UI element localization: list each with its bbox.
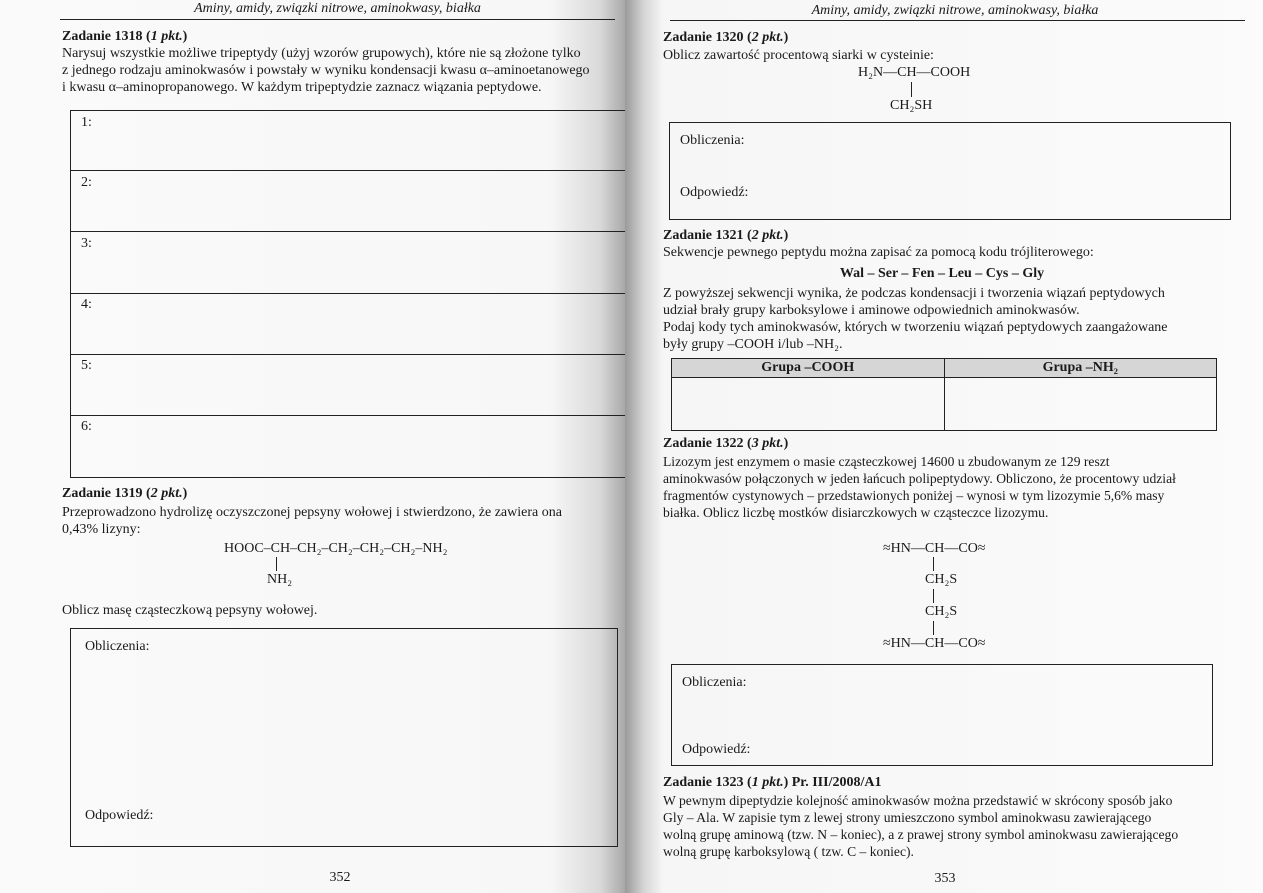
row-label-1: 1: [81,115,92,130]
task-name: Zadanie 1319 [62,486,143,501]
task-source: Pr. III/2008/A1 [791,775,882,790]
bond-line [911,82,912,97]
text-line: fragmentów cystynowych – przedstawionych poniżej – wynosi w tym lizozymie 5,6% masy [663,488,1165,503]
task-title-1320: Zadanie 1320 (2 pkt.) [663,30,789,45]
task-text-1322 [663,453,1228,521]
text-line: z jednego rodzaju aminokwasów i powstały w wyniku kondensacji kwasu α–aminoetanowego [62,63,590,78]
task-points: 2 pkt. [150,486,183,501]
cystine-fragment-bottom: ≈HN—CH—CO≈ [883,636,986,651]
text-line: i kwasu α–aminopropanowego. W każdym tripeptydzie zaznacz wiązania peptydowe. [62,80,542,95]
bond-line [933,557,934,571]
calc-label: Obliczenia: [680,133,745,148]
text-line: białka. Oblicz liczbę mostków disiarczkowych w cząsteczce lizozymu. [663,505,1049,520]
calculation-box-1322[interactable] [671,664,1213,766]
task-title-1323: Zadanie 1323 (1 pkt.) Pr. III/2008/A1 [663,775,882,790]
task-text-1318 [62,45,622,96]
bond-line [276,557,277,571]
task-points: 2 pkt. [751,228,784,243]
row-label-4: 4: [81,297,92,312]
left-page [0,0,625,893]
cysteine-side-chain: CH₂SH [890,98,933,113]
table-answer-row [672,378,1217,431]
task-text-1323 [663,792,1228,860]
header-nh2: Grupa –NH₂ [944,359,1217,378]
row-label-2: 2: [81,175,92,190]
text-line: Przeprowadzono hydrolizę oczyszczonej pepsyny wołowej i stwierdzono, że zawiera ona [62,505,562,520]
task-text-1320: Oblicz zawartość procentową siarki w cysteinie: [663,48,934,63]
page-number: 352 [329,870,351,885]
text-line: 0,43% lizyny: [62,522,141,537]
cystine-ch2s-lower: CH₂S [925,604,958,619]
peptide-sequence: Wal – Ser – Fen – Leu – Cys – Gly [839,266,1045,281]
task-name: Zadanie 1318 [62,29,143,44]
task-title-1322: Zadanie 1322 (3 pkt.) [663,436,789,451]
task-title-1319: Zadanie 1319 (2 pkt.) [62,486,188,501]
row-divider [71,415,625,416]
cystine-ch2s-upper: CH₂S [925,572,958,587]
row-divider [71,231,625,232]
task-text-1319 [62,504,622,538]
task-text-1321 [663,285,1223,353]
row-divider [71,170,625,171]
task-points: 3 pkt. [751,436,784,451]
row-label-5: 5: [81,358,92,373]
row-divider [71,293,625,294]
text-line: Lizozym jest enzymem o masie cząsteczkowej 14600 u zbudowanym ze 129 reszt [663,454,1110,469]
text-line: W pewnym dipeptydzie kolejność aminokwasów można przedstawić w skrócony sposób jako [663,793,1173,808]
task-points: 1 pkt. [751,775,784,790]
running-header: Aminy, amidy, związki nitrowe, aminokwasy, białka [194,1,481,16]
text-line: udział brały grupy karboksylowe i aminowe odpowiednich aminokwasów. [663,303,1080,318]
row-label-6: 6: [81,419,92,434]
calculation-box-1319[interactable] [70,628,618,847]
running-header: Aminy, amidy, związki nitrowe, aminokwasy, białka [811,3,1099,18]
lysine-formula: HOOC–CH–CH₂–CH₂–CH₂–CH₂–NH₂ [224,541,448,556]
task-name: Zadanie 1320 [663,30,744,45]
task-name: Zadanie 1322 [663,436,744,451]
row-divider [71,354,625,355]
text-line: Podaj kody tych aminokwasów, których w tworzeniu wiązań peptydowych zaangażowane [663,320,1168,335]
task-intro-1321: Sekwencje pewnego peptydu można zapisać za pomocą kodu trójliterowego: [663,245,1094,260]
task-title-1321: Zadanie 1321 (2 pkt.) [663,228,789,243]
header-rule [670,20,1245,21]
text-line: Gly – Ala. W zapisie tym z lewej strony umieszczono symbol aminokwasu zawierającego [663,810,1152,825]
answer-cell-cooh[interactable] [672,378,945,431]
task-name: Zadanie 1321 [663,228,744,243]
amino-group-table [671,358,1217,431]
answer-label: Odpowiedź: [85,808,154,823]
text-line: aminokwasów połączonych w jeden łańcuch polipeptydowy. Obliczono, że procentowy udział [663,471,1176,486]
row-label-3: 3: [81,236,92,251]
header-rule [60,19,615,20]
task-title-1318: Zadanie 1318 (1 pkt.) [62,29,188,44]
calculation-box-1320[interactable] [669,122,1231,220]
right-page [625,0,1263,893]
calc-label: Obliczenia: [682,675,747,690]
text-line: Narysuj wszystkie możliwe tripeptydy (użyj wzorów grupowych), które nie są złożone tylko [62,46,581,61]
cysteine-formula: H₂N—CH—COOH [858,65,971,80]
question-text: Oblicz masę cząsteczkową pepsyny wołowej. [62,603,318,618]
page-number: 353 [934,871,956,886]
task-name: Zadanie 1323 [663,775,744,790]
bond-line [933,589,934,603]
table-header-row [672,359,1217,378]
text-line: wolną grupę aminową (tzw. N – koniec), a z prawej strony symbol aminokwasu zawierającego [663,827,1179,842]
cystine-fragment-top: ≈HN—CH—CO≈ [883,541,986,556]
lysine-amino-group: NH₂ [267,572,293,587]
answer-label: Odpowiedź: [680,185,749,200]
text-line: Z powyższej sekwencji wynika, że podczas kondensacji i tworzenia wiązań peptydowych [663,286,1165,301]
text-line: wolną grupę karboksylową ( tzw. C – koniec). [663,844,914,859]
answer-cell-nh2[interactable] [944,378,1217,431]
text-line: były grupy –COOH i/lub –NH₂. [663,337,843,352]
task-points: 1 pkt. [150,29,183,44]
answer-label: Odpowiedź: [682,742,751,757]
calc-label: Obliczenia: [85,639,150,654]
tripeptide-answer-box[interactable] [70,110,625,478]
bond-line [933,621,934,635]
task-points: 2 pkt. [751,30,784,45]
header-cooh: Grupa –COOH [672,359,945,378]
